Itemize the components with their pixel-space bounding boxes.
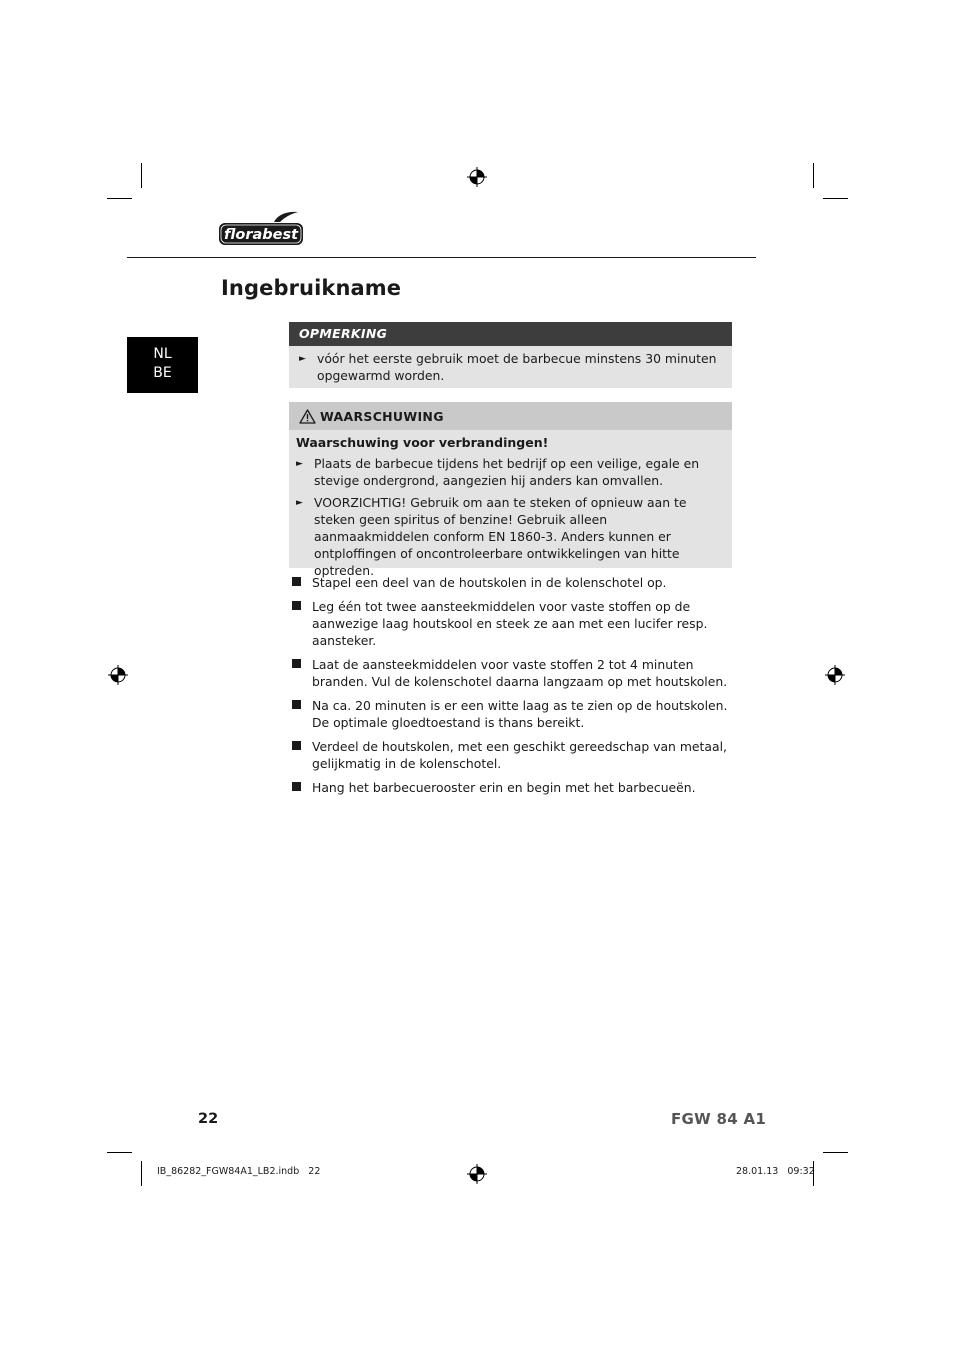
warning-text: VOORZICHTIG! Gebruik om aan te steken of opnieuw aan te steken geen spiritus of benzine! Gebruik alleen aanmaakmiddelen conform EN 1860-3. Anders kunnen er ontploffingen of oncontroleerbare ontwikkelingen van hitte optreden. (314, 495, 687, 578)
list-item (292, 598, 736, 649)
crop-mark (813, 163, 814, 188)
step-text: Laat de aansteekmiddelen voor vaste stoffen 2 tot 4 minuten branden. Vul de kolenschotel daarna langzaam op met houtskolen. (312, 657, 728, 689)
list-item (296, 494, 722, 579)
step-text: Hang het barbecuerooster erin en begin met het barbecueën. (312, 780, 696, 795)
warning-heading (289, 402, 732, 430)
note-heading: OPMERKING (289, 322, 732, 346)
crop-mark (141, 163, 142, 188)
list-item (296, 455, 722, 489)
list-item (292, 738, 736, 772)
list-item (292, 779, 736, 796)
language-code: NL (153, 346, 172, 362)
page-number: 22 (198, 1111, 219, 1127)
crop-mark (141, 1161, 142, 1186)
warning-subheading: Waarschuwing voor verbrandingen! (296, 435, 549, 450)
note-text: vóór het eerste gebruik moet de barbecue minstens 30 minuten opgewarmd worden. (317, 351, 717, 383)
warning-text: Plaats de barbecue tijdens het bedrijf op een veilige, egale en stevige ondergrond, aangezien hij anders kan omvallen. (314, 456, 700, 488)
warning-triangle-icon (299, 409, 316, 424)
logo-text: florabest (223, 227, 299, 243)
registration-mark-icon (108, 665, 128, 685)
square-bullet-icon (292, 779, 312, 796)
crop-mark (107, 198, 132, 199)
note-body (289, 346, 732, 388)
step-text: Na ca. 20 minuten is er een witte laag as te zien op de houtskolen. De optimale gloedtoestand is thans bereikt. (312, 698, 728, 730)
list-item (292, 574, 736, 591)
header-rule (127, 257, 756, 258)
step-text: Leg één tot twee aansteekmiddelen voor vaste stoffen op de aanwezige laag houtskool en steek ze aan met een lucifer resp. aansteker. (312, 599, 708, 648)
step-text: Verdeel de houtskolen, met een geschikt gereedschap van metaal, gelijkmatig in de kolenschotel. (312, 739, 727, 771)
square-bullet-icon (292, 697, 312, 731)
list-item (292, 697, 736, 731)
warning-body (289, 430, 732, 578)
florabest-logo (218, 210, 304, 248)
registration-mark-icon (825, 665, 845, 685)
page-title: Ingebruikname (221, 276, 402, 300)
arrow-bullet-icon: ► (299, 354, 306, 364)
footer-filename: IB_86282_FGW84A1_LB2.indb 22 (157, 1166, 321, 1177)
list-item (292, 656, 736, 690)
footer-datetime: 28.01.13 09:32 (736, 1166, 815, 1177)
crop-mark (823, 198, 848, 199)
model-number: FGW 84 A1 (671, 1110, 767, 1128)
crop-mark (107, 1152, 132, 1153)
square-bullet-icon (292, 738, 312, 772)
square-bullet-icon (292, 656, 312, 690)
registration-mark-icon (467, 1164, 487, 1184)
square-bullet-icon (292, 574, 312, 591)
country-code: BE (153, 365, 172, 381)
registration-mark-icon (467, 167, 487, 187)
crop-mark (823, 1152, 848, 1153)
step-text: Stapel een deel van de houtskolen in de kolenschotel op. (312, 575, 667, 590)
language-tab (127, 337, 198, 393)
arrow-bullet-icon: ► (296, 498, 303, 508)
steps-list (292, 574, 736, 803)
list-item (299, 350, 722, 384)
arrow-bullet-icon: ► (296, 459, 303, 469)
warning-heading-text: WAARSCHUWING (320, 409, 444, 424)
square-bullet-icon (292, 598, 312, 649)
